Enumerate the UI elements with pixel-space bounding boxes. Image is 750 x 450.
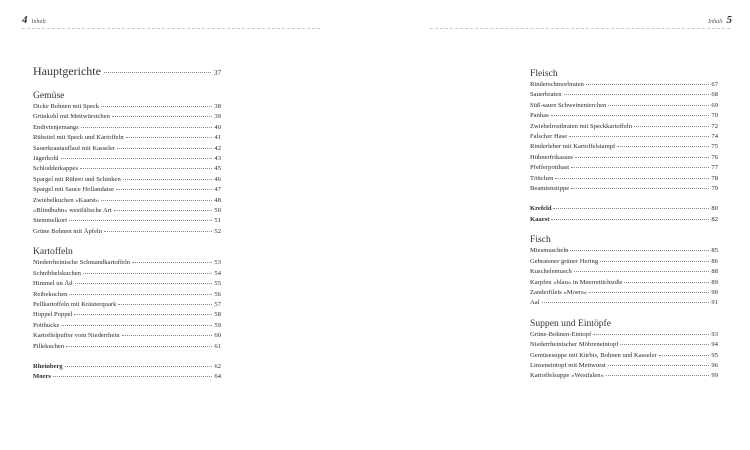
leader-dots [132, 262, 212, 263]
toc-place-entry [530, 204, 718, 214]
toc-entry [33, 133, 221, 143]
section-title-kartoffeln: Kartoffeln [33, 246, 73, 258]
section-entries-kartoffeln [33, 258, 221, 352]
leader-dots [551, 115, 710, 116]
toc-entry [33, 185, 221, 195]
toc-entry-label: Miesmuscheln [530, 247, 569, 255]
toc-entry-page: 75 [711, 143, 718, 151]
leader-dots [600, 261, 709, 262]
toc-entry-page: 59 [214, 321, 221, 329]
toc-entry-label: Rheinberg [33, 362, 63, 370]
leader-dots [104, 72, 211, 73]
toc-entry-page: 47 [214, 186, 221, 194]
section-entries-suppen [530, 330, 718, 382]
toc-entry [530, 340, 718, 350]
toc-entry-label: Grünkohl mit Mettwürstchen [33, 113, 110, 121]
toc-entry-page: 91 [711, 299, 718, 307]
leader-dots [114, 210, 213, 211]
toc-entry [33, 144, 221, 154]
toc-entry [33, 123, 221, 133]
toc-entry-page: 58 [214, 311, 221, 319]
toc-entry-page: 86 [711, 257, 718, 265]
toc-entry-label: Reibekuchen [33, 290, 68, 298]
leader-dots [551, 219, 709, 220]
toc-entry [530, 246, 718, 256]
toc-entry-label: Pellkartoffeln mit Kräuterquark [33, 300, 117, 308]
toc-entry-page: 38 [214, 103, 221, 110]
toc-entry-label: Stemmelkort [33, 217, 68, 225]
right-page [375, 0, 750, 450]
toc-entry-page: 50 [214, 207, 221, 215]
toc-entry-label: Hoppel Poppel [33, 311, 73, 319]
section-entries-fleisch [530, 80, 718, 194]
running-head-label: Inhalt [31, 19, 46, 25]
toc-entry-label: Schnibbelskuchen [33, 269, 81, 277]
toc-entry [33, 321, 221, 331]
toc-entry-page: 69 [711, 101, 718, 109]
toc-entry-page: 72 [711, 122, 718, 130]
toc-entry-label: Kaarst [530, 215, 550, 223]
toc-entry-page: 74 [711, 133, 718, 141]
leader-dots [555, 178, 709, 179]
toc-entry [530, 257, 718, 267]
toc-right [530, 64, 718, 382]
toc-entry-page: 55 [214, 280, 221, 288]
leader-dots [569, 136, 709, 137]
toc-entry-label: Linseneintopf mit Mettwurst [530, 361, 606, 369]
section-title-fisch: Fisch [530, 234, 551, 246]
toc-entry [530, 153, 718, 163]
toc-entry [530, 142, 718, 152]
toc-entry [530, 267, 718, 277]
toc-entry-label: Falscher Hase [530, 133, 568, 141]
leader-dots [65, 366, 213, 367]
toc-entry-label: Pillekuchen [33, 342, 65, 350]
leader-dots [118, 304, 212, 305]
leader-dots [574, 271, 710, 272]
toc-entry-page: 76 [711, 153, 718, 161]
leader-dots [53, 376, 212, 377]
toc-entry [33, 164, 221, 174]
toc-entry-label: Gemüsesuppe mit Kürbis, Bohnen und Kasseler [530, 351, 657, 359]
toc-entry-label: Himmel un Äd [33, 280, 73, 288]
toc-entry-label: Zwiebelrostbraten mit Speckkartoffeln [530, 122, 633, 130]
toc-entry-label: Rinderleber mit Kartoffelstampf [530, 143, 616, 151]
toc-place-entry [33, 362, 221, 372]
toc-entry-page: 46 [214, 175, 221, 183]
leader-dots [66, 346, 212, 347]
toc-entry-label: Zwiebelkuchen »Kaarst« [33, 196, 100, 204]
toc-entry-page: 82 [711, 215, 718, 223]
toc-entry-label: Aal [530, 299, 540, 307]
leader-dots [586, 84, 710, 85]
toc-entry-label: Grüne-Bohnen-Eintopf [530, 330, 592, 338]
page-number: 4 [22, 14, 28, 26]
leader-dots [69, 220, 212, 221]
toc-entry [33, 206, 221, 216]
toc-entry-label: Schlodderkappes [33, 165, 79, 173]
leader-dots [542, 302, 710, 303]
toc-entry-page: 62 [214, 362, 221, 370]
leader-dots [593, 334, 709, 335]
toc-entry-page: 52 [214, 227, 221, 235]
toc-entry-label: Rinderschmorbraten [530, 81, 584, 88]
toc-entry-page: 93 [711, 330, 718, 338]
leader-dots [620, 344, 709, 345]
toc-entry-page: 79 [711, 185, 718, 193]
toc-entry-label: Moers [33, 373, 51, 381]
leader-dots [126, 137, 213, 138]
toc-entry [530, 132, 718, 142]
toc-entry [530, 371, 718, 381]
leader-dots [75, 283, 213, 284]
toc-entry-label: Süß-saure Schweinenierchen [530, 101, 607, 109]
toc-entry [33, 102, 221, 112]
leader-dots [571, 188, 709, 189]
leader-dots [617, 146, 709, 147]
leader-dots [80, 168, 212, 169]
toc-entry-page: 96 [711, 361, 718, 369]
leader-dots [571, 167, 709, 168]
toc-entry-label: Spargel mit Rührei und Schinken [33, 175, 121, 183]
leader-dots [564, 94, 710, 95]
leader-dots [122, 335, 213, 336]
toc-entry [33, 279, 221, 289]
toc-entry [33, 300, 221, 310]
toc-entry-page: 80 [711, 205, 718, 213]
toc-entry-page: 67 [711, 81, 718, 88]
toc-entry-page: 77 [711, 164, 718, 172]
toc-entry-page: 56 [214, 290, 221, 298]
running-head-label: Inhalt [708, 19, 723, 25]
toc-entry-label: Spargel mit Sauce Hollandaise [33, 186, 114, 194]
toc-entry-label: Niederrheinische Schmandkartoffeln [33, 259, 131, 267]
toc-entry-label: Endivienjemangs [33, 123, 79, 131]
toc-entry-page: 51 [214, 217, 221, 225]
toc-entry-page: 53 [214, 259, 221, 267]
leader-dots [104, 231, 212, 232]
header-rule [22, 28, 320, 29]
toc-entry-label: »Blindhuhn« westfälische Art [33, 207, 112, 215]
toc-entry-label: Sauerkrautauflauf mit Kasseler [33, 144, 116, 152]
section-title-fleisch: Fleisch [530, 68, 558, 79]
toc-main-title-page: 37 [214, 69, 221, 77]
page-number: 5 [726, 14, 732, 26]
toc-left [33, 64, 221, 383]
toc-entry-label: Beamtenstippe [530, 185, 570, 193]
toc-entry-page: 85 [711, 247, 718, 255]
toc-entry [33, 331, 221, 341]
toc-entry [530, 330, 718, 340]
toc-entry [33, 290, 221, 300]
leader-dots [112, 116, 212, 117]
toc-entry-label: Sauerbraten [530, 91, 562, 99]
toc-entry [33, 112, 221, 122]
toc-entry-page: 40 [214, 123, 221, 131]
toc-entry-page: 88 [711, 268, 718, 276]
toc-entry-label: Potthucke [33, 321, 60, 329]
leader-dots [589, 292, 709, 293]
toc-entry-page: 64 [214, 373, 221, 381]
leader-dots [81, 127, 213, 128]
leader-dots [61, 325, 212, 326]
toc-entry [530, 184, 718, 194]
toc-entry [530, 298, 718, 308]
toc-entry-label: Krefeld [530, 205, 552, 213]
toc-entry-page: 60 [214, 332, 221, 340]
toc-entry [33, 310, 221, 320]
leader-dots [83, 273, 212, 274]
toc-entry [530, 122, 718, 132]
leader-dots [570, 250, 709, 251]
toc-entry [33, 258, 221, 268]
toc-entry [530, 174, 718, 184]
toc-main-title-label: Hauptgerichte [33, 64, 101, 78]
toc-entry-label: Karpfen »blau« in Meerrettichsoße [530, 278, 623, 286]
toc-entry [33, 196, 221, 206]
leader-dots [101, 200, 212, 201]
leader-dots [608, 365, 710, 366]
toc-entry [33, 216, 221, 226]
leader-dots [117, 148, 212, 149]
toc-entry [33, 227, 221, 237]
toc-entry-page: 42 [214, 144, 221, 152]
toc-entry-label: Kartoffelsuppe »Westfalen« [530, 372, 604, 380]
toc-entry-label: Niederrheinischer Möhreneintopf [530, 341, 619, 349]
toc-entry [530, 111, 718, 121]
toc-entry-label: Kartoffelpuffer vom Niederrhein [33, 332, 120, 340]
leader-dots [608, 105, 709, 106]
toc-entry-label: Grüne Bohnen mit Äpfeln [33, 227, 103, 235]
toc-entry-page: 90 [711, 288, 718, 296]
toc-entry-label: Pfefferpotthast [530, 164, 570, 172]
toc-entry [530, 278, 718, 288]
toc-entry [33, 154, 221, 164]
toc-entry [33, 342, 221, 352]
toc-place-entry [33, 372, 221, 382]
toc-entry-page: 99 [711, 372, 718, 380]
toc-entry [530, 80, 718, 90]
leader-dots [553, 208, 709, 209]
section-title-gemuese: Gemüse [33, 90, 65, 101]
leader-dots [606, 375, 710, 376]
toc-main-title [33, 64, 221, 81]
toc-entry [33, 175, 221, 185]
toc-entry [530, 163, 718, 173]
toc-entry-label: Kuschelemusch [530, 268, 572, 276]
leader-dots [624, 282, 709, 283]
toc-entry-label: Hühnerfrikassee [530, 153, 574, 161]
toc-entry [530, 101, 718, 111]
toc-entry [530, 351, 718, 361]
toc-entry [33, 269, 221, 279]
running-head-left [22, 14, 46, 26]
toc-entry-page: 57 [214, 300, 221, 308]
section-places-fleisch [530, 204, 718, 225]
toc-entry-page: 43 [214, 155, 221, 163]
toc-entry-label: Panhas [530, 112, 549, 120]
header-rule [430, 28, 730, 29]
section-title-suppen: Suppen und Eintöpfe [530, 317, 612, 329]
toc-entry-page: 54 [214, 269, 221, 277]
leader-dots [61, 158, 213, 159]
toc-entry-label: Rübstiel mit Speck und Kartoffeln [33, 134, 124, 142]
toc-entry-page: 39 [214, 113, 221, 121]
leader-dots [634, 126, 709, 127]
toc-entry [530, 288, 718, 298]
toc-entry-label: Dicke Bohnen mit Speck [33, 103, 100, 110]
section-entries-gemuese [33, 102, 221, 237]
section-entries-fisch [530, 246, 718, 308]
toc-entry-page: 45 [214, 165, 221, 173]
running-head-right [708, 14, 732, 26]
toc-entry-page: 61 [214, 342, 221, 350]
toc-entry-page: 68 [711, 91, 718, 99]
toc-entry-label: Jägerkohl [33, 155, 59, 163]
toc-entry-page: 95 [711, 351, 718, 359]
toc-entry [530, 90, 718, 100]
toc-entry-page: 78 [711, 174, 718, 182]
toc-entry-page: 41 [214, 134, 221, 142]
toc-entry-page: 48 [214, 196, 221, 204]
section-places-kartoffeln [33, 362, 221, 383]
leader-dots [101, 106, 212, 107]
toc-entry-page: 70 [711, 112, 718, 120]
leader-dots [123, 179, 213, 180]
toc-entry [530, 361, 718, 371]
leader-dots [116, 189, 212, 190]
leader-dots [69, 294, 212, 295]
leader-dots [575, 157, 709, 158]
toc-entry-page: 94 [711, 341, 718, 349]
toc-entry-label: Töttchen [530, 174, 554, 182]
toc-entry-page: 89 [711, 278, 718, 286]
toc-entry-label: Gebratener grüner Hering [530, 257, 599, 265]
leader-dots [74, 314, 212, 315]
toc-entry-label: Zanderfilets »Moers« [530, 288, 587, 296]
toc-place-entry [530, 215, 718, 225]
leader-dots [659, 355, 710, 356]
